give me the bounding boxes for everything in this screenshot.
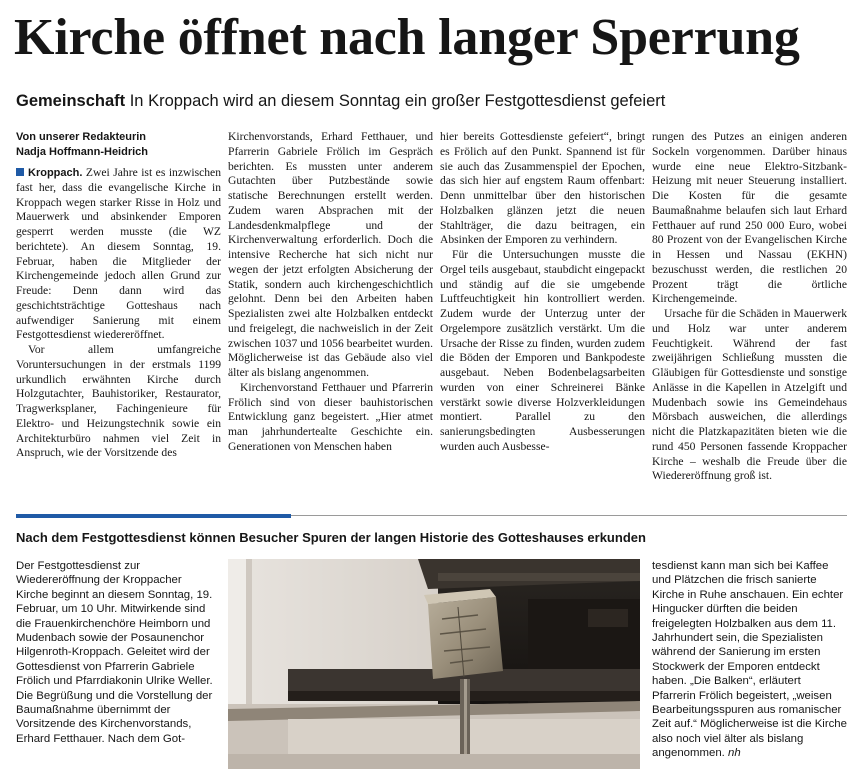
article-paragraph: Für die Untersuchungen musste die Orgel teils ausgebaut, staubdicht eingepackt und ständig auf die sie umgebende Luftfeuchtigkeit hin kontrolliert werden. Zudem wurde der Unterzug unter der Orgelempore zusätzlich verstärkt. Um die Ursache der Risse zu finden, wurden zudem die Böden der Emporen und Bankpodeste ausgebaut. Neben Bodenbelagsarbeiten wurden von einer Schreinerei Bänke verstärkt sowie diverse Holzverkleidungen montiert. Parallel zu den sanierungsbedingten Ausbesserungen wurden auch Ausbesse-: [440, 248, 645, 453]
sidebox-title: Nach dem Festgottesdienst können Besucher Spuren der langen Historie des Gotteshauses erkunden: [16, 530, 646, 545]
section-divider: [291, 515, 847, 516]
article-paragraph: Kirchenvorstand Fetthauer und Pfarrerin Frölich sind von dieser bauhistorischen Entwicklung ganz begeistert. „Hier atmet man jahrhundertealte Geschichte ein. Generationen von Menschen haben: [228, 380, 433, 453]
church-beam-photo-icon: [228, 559, 640, 769]
article-column-2: [228, 130, 433, 455]
article-paragraph: rungen des Putzes an einigen anderen Sockeln vorgenommen. Darüber hinaus wurde eine neue Elektro-Sitzbank-Heizung mit neuer Steuerung installiert. Die Kosten für die gesamte Baumaßnahme belaufen sich laut Erhard Fetthauer auf rund 250 000 Euro, wobei 80 Prozent von der Evangelischen Kirche in Hessen und Nassau (EKHN) bezuschusst werden, die restlichen 20 Prozent trägt die örtliche Kirchengemeinde.: [652, 130, 847, 306]
photo-wooden-beam: [228, 559, 640, 769]
article-column-4: [652, 130, 847, 484]
subline-text: In Kroppach wird an diesem Sonntag ein großer Festgottesdienst gefeiert: [129, 92, 666, 110]
article-paragraph: Vor allem umfangreiche Voruntersuchungen in der erstmals 1199 urkundlich erwähnten Kirche durch Holzgutachter, Bauhistoriker, Restaurator, Tragwerksplaner, Fachingenieure für Elektro- und Heizungstechnik sowie ein Architekturbüro nahmen viel Zeit in Anspruch, wie der Vorsitzende des: [16, 343, 221, 460]
article-column-1: [16, 166, 221, 461]
square-bullet-icon: [16, 168, 24, 176]
byline-line-1: Von unserer Redakteurin: [16, 131, 146, 143]
byline: [16, 130, 221, 159]
article-paragraph: hier bereits Gottesdienste gefeiert“, bringt es Frölich auf den Punkt. Spannend ist für sie auch das Zusammenspiel der Epochen, das sich hier auf engstem Raum offenbart: Denn unmittelbar über den historischen Holzbalken glänzen jetzt die neuen Stahlträger, die dazu beitragen, ein Absinken der Emporen zu verhindern.: [440, 130, 645, 247]
author-signature: nh: [728, 747, 741, 760]
dateline: Kroppach.: [28, 167, 83, 179]
article-column-3: [440, 130, 645, 455]
sidebox-paragraph: [652, 559, 847, 761]
article-paragraph: Ursache für die Schäden in Mauerwerk und Holz war unter anderem Feuchtigkeit. Während der fast zweijährigen Schließung mussten die Gläubigen für Gottesdienste und sonstige Anlässe in die Kapellen in Atzelgift und Mudenbach sowie ins Gemeindehaus Mörsbach ausweichen, die allerdings nicht die Platzkapazitäten bieten wie die rund 450 Personen fassende Kroppacher Kirche – weshalb die Freude über die Wiedereröffnung groß ist.: [652, 307, 847, 483]
headline: Kirche öffnet nach langer Sperrung: [14, 9, 800, 66]
paragraph-text: Zwei Jahre ist es inzwischen fast her, dass die evangelische Kirche in Kroppach wegen starker Risse in Holz und Mauerwerk und absinkender Emporen gesperrt werden musste (die WZ berichtete). An diesem Sonntag, 19. Februar, haben die Mitglieder der Kirchengemeinde jedoch allen Grund zur Freude: Denn dann wird das geschichtsträchtige Gotteshaus nach aufwendiger Sanierung mit einem Festgottesdienst wiedereröffnet.: [16, 166, 221, 342]
subline-kicker: Gemeinschaft: [16, 92, 126, 110]
section-divider-accent: [16, 514, 291, 518]
subline: [16, 90, 846, 112]
byline-author: Nadja Hoffmann-Heidrich: [16, 145, 149, 158]
article-paragraph: Kirchenvorstands, Erhard Fetthauer, und Pfarrerin Gabriele Frölich im Gespräch berichten. Es mussten unter anderem Gutachten über Putzbestände sowie statische Berechnungen erstellt werden. Zudem waren Absprachen mit der Landesdenkmalpflege und der Kirchenverwaltung erforderlich. Doch die intensive Recherche hat sich nicht nur wegen der jetzt erfolgten Absicherung der Statik, sondern auch kirchengeschichtlich gelohnt. Denn bei den Arbeiten haben Spezialisten zwei alte Holzbalken entdeckt und freigelegt, die nachweislich in der Zeit zwischen 1037 und 1056 bearbeitet wurden. Möglicherweise ist das Gebäude also viel älter als bislang angenommen.: [228, 130, 433, 379]
paragraph-text: tesdienst kann man sich bei Kaffee und Plätzchen die frisch sanierte Kirche in Ruhe anschauen. Ein echter Hingucker dürften die beiden freigelegten Holzbalken aus dem 11. Jahrhundert sein, die Spezialisten während der Sanierung im ersten Stockwerk der Emporen entdeckt haben. „Die Balken“, erläutert Pfarrerin Frölich begeistert, „weisen Bearbeitungsspuren aus romanischer Zeit auf.“ Möglicherweise ist die Kirche also noch viel älter als bislang angenommen.: [652, 560, 847, 760]
sidebox-column-1: [16, 559, 216, 746]
sidebox-column-2: [652, 559, 847, 761]
sidebox-paragraph: Der Festgottesdienst zur Wiedereröffnung der Kroppacher Kirche beginnt an diesem Sonntag, 19. Februar, um 10 Uhr. Mitwirkende sind die Frauenkirchenchöre Heimborn und Mudenbach sowie der Posaunenchor Hilgenroth-Kroppach. Geleitet wird der Gottesdienst von Pfarrerin Gabriele Frölich und Pfarrdiakonin Ulrike Weller. Die Begrüßung und die Vorstellung der Baumaßnahme übernimmt der Vorsitzende des Kirchenvorstands, Erhard Fetthauer. Nach dem Got-: [16, 560, 213, 745]
article-paragraph: [16, 166, 221, 343]
